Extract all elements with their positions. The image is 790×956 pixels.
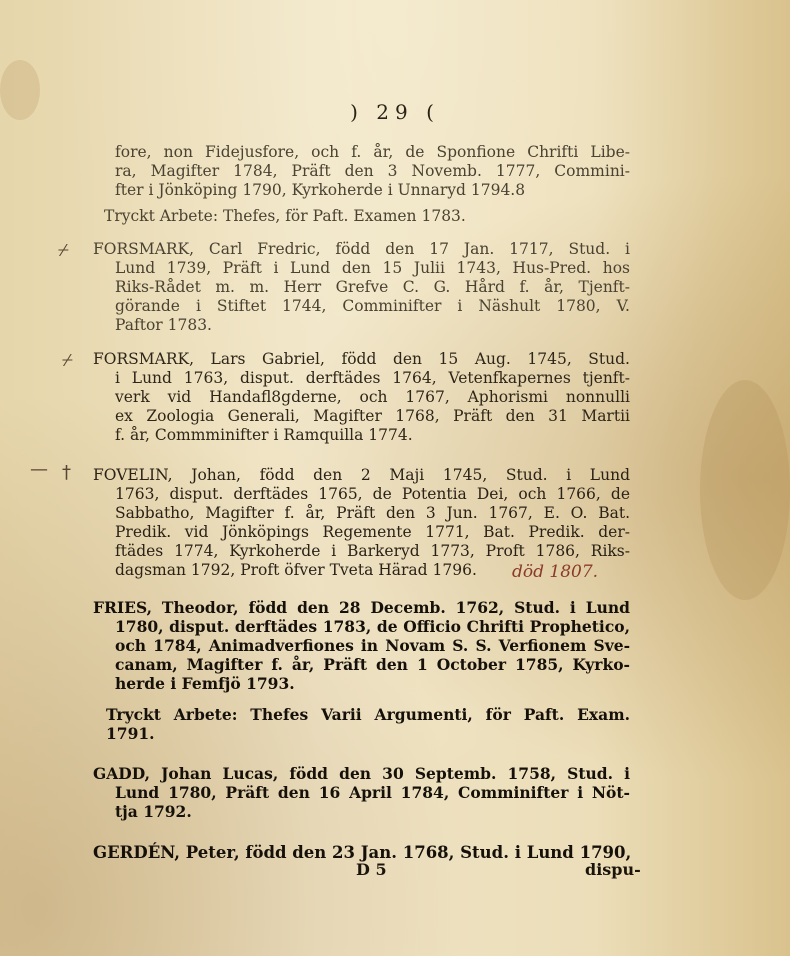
entry-line: dagsman 1792, Proft öfver Tveta Härad 1796. [115, 561, 477, 579]
entry-line: 1763, disput. derftädes 1765, de Potentia Dei, och 1766, de [115, 485, 630, 503]
signature-mark: D 5 [356, 860, 387, 879]
entry-line: FORSMARK, Lars Gabriel, född den 15 Aug. 1745, Stud. [93, 350, 630, 368]
entry-line: Tryckt Arbete: Thefes, för Paft. Examen 1783. [104, 207, 466, 225]
entry-line: Predik. vid Jönköpings Regemente 1771, Bat. Predik. der- [115, 523, 630, 541]
entry-line: och 1784, Animadverfiones in Novam S. S. Verfionem Sve- [115, 636, 630, 655]
entry-line: FOVELIN, Johan, född den 2 Maji 1745, Stud. i Lund [93, 466, 630, 484]
entry-line: herde i Femfjö 1793. [115, 674, 295, 693]
entry-line: Sabbatho, Magifter f. år, Präft den 3 Jun. 1767, E. O. Bat. [115, 504, 630, 522]
margin-mark-icon: — [30, 459, 48, 480]
entry-line: ftädes 1774, Kyrkoherde i Barkeryd 1773, Proft 1786, Riks- [115, 542, 630, 560]
entry-line: Lund 1780, Präft den 16 April 1784, Comminifter i Nöt- [115, 783, 630, 802]
page-number: ) 29 ( [350, 100, 440, 124]
entry-line: fter i Jönköping 1790, Kyrkoherde i Unnaryd 1794.8 [115, 181, 526, 199]
handwritten-annotation: död 1807. [512, 562, 599, 582]
entry-line: f. år, Commminifter i Ramquilla 1774. [115, 426, 413, 444]
entry-forsmark-carl [93, 240, 630, 335]
entry-line: verk vid Handafl8gderne, och 1767, Aphorismi nonnulli [115, 388, 630, 406]
paper-stain [700, 380, 790, 600]
entry-line: fore, non Fidejusfore, och f. år, de Sponfione Chrifti Libe- [115, 143, 630, 161]
entry-line: tja 1792. [115, 802, 192, 821]
margin-mark-icon: ⌿ [62, 350, 73, 371]
entry-line: ra, Magifter 1784, Präft den 3 Novemb. 1777, Commini- [115, 162, 630, 180]
entry-fries [93, 598, 630, 693]
entry-line: GADD, Johan Lucas, född den 30 Septemb. 1758, Stud. i [93, 764, 630, 783]
entry-line: ex Zoologia Generali, Magifter 1768, Präft den 31 Martii [115, 407, 630, 425]
entry-gadd [93, 764, 630, 821]
entry-line: Paftor 1783. [115, 316, 212, 334]
printed-work-note [104, 207, 619, 226]
entry-line: Riks-Rådet m. m. Herr Grefve C. G. Hård f. år, Tjenft- [115, 278, 630, 296]
entry-line: canam, Magifter f. år, Präft den 1 October 1785, Kyrko- [115, 655, 630, 674]
entry-line: GERDÉN, Peter, född den 23 Jan. 1768, Stud. i Lund 1790, [93, 843, 632, 862]
entry-line: Tryckt Arbete: Thefes Varii Argumenti, för Paft. Exam. [106, 705, 630, 724]
entry-line: FORSMARK, Carl Fredric, född den 17 Jan. 1717, Stud. i [93, 240, 630, 258]
printed-work-note [106, 705, 630, 743]
margin-mark-icon: † [62, 462, 71, 483]
entry-forsmark-lars [93, 350, 630, 445]
entry-continuation [115, 143, 630, 200]
entry-line: 1791. [106, 724, 155, 743]
entry-line: görande i Stiftet 1744, Comminifter i Näshult 1780, V. [115, 297, 630, 315]
catchword: dispu- [585, 860, 641, 879]
margin-mark-icon: ⌿ [58, 240, 69, 261]
entry-line: FRIES, Theodor, född den 28 Decemb. 1762, Stud. i Lund [93, 598, 630, 617]
entry-line: 1780, disput. derftädes 1783, de Officio Chrifti Prophetico, [115, 617, 630, 636]
entry-line: Lund 1739, Präft i Lund den 15 Julii 1743, Hus-Pred. hos [115, 259, 630, 277]
entry-line: i Lund 1763, disput. derftädes 1764, Vetenfkapernes tjenft- [115, 369, 630, 387]
